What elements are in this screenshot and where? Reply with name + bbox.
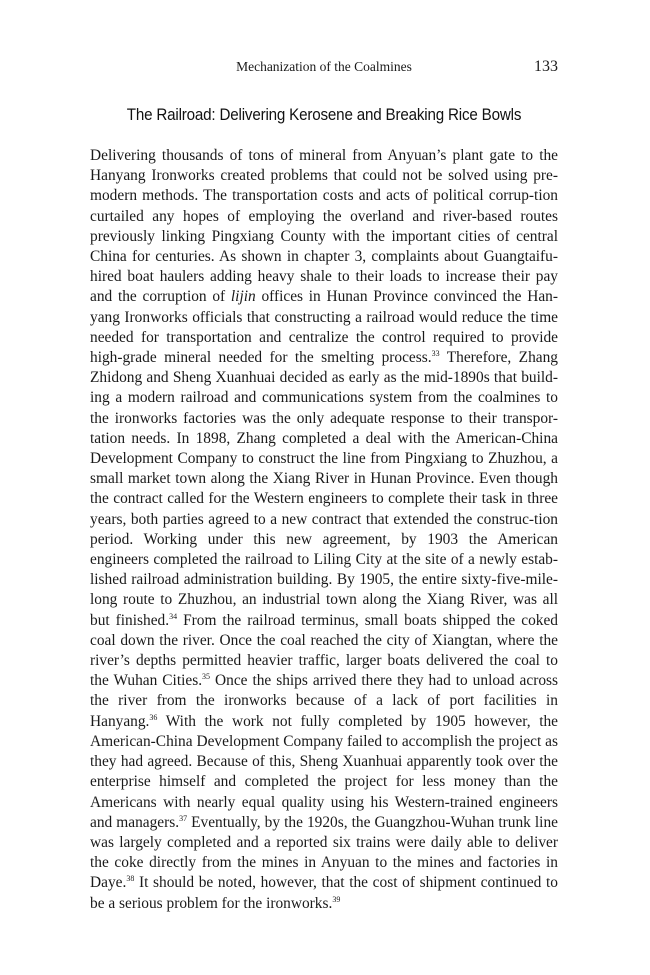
running-head	[90, 58, 558, 80]
footnote-ref-35[interactable]: 35	[202, 672, 211, 682]
paragraph-text: Eventually, by the 1920s, the Guangzhou-Wuhan trunk line was largely completed and a reported six trains were daily able to deliver the coke directly from the mines in Anyuan to the mines and factories in Daye.	[90, 813, 558, 892]
footnote-ref-37[interactable]: 37	[179, 813, 188, 823]
footnote-ref-34[interactable]: 34	[169, 611, 178, 621]
page-number: 133	[534, 58, 558, 75]
italic-term: lijin	[230, 288, 256, 306]
paragraph-text: From the railroad terminus, small boats shipped the coked coal down the river. Once the coal reached the city of Xiangtan, where the river’s depths permitted heavier traffic, larger boats delivered the coal to the Wuhan Cities.	[90, 611, 558, 690]
paragraph-text: Therefore, Zhang Zhidong and Sheng Xuanhuai decided as early as the mid-1890s that build-ing a modern railroad and communications system from the coalmines to the ironworks factories was the only adequate response to their transpor-tation needs. In 1898, Zhang completed a deal with the American-China Development Company to construct the line from Pingxiang to Zhuzhou, a small market town along the Xiang River in Hunan Province. Even though the contract called for the Western engineers to complete their task in three years, both parties agreed to a new contract that extended the construc-tion period. Working under this new agreement, by 1903 the American engineers completed the railroad to Liling City at the site of a newly estab-lished railroad administration building. By 1905, the entire sixty-five-mile-long route to Zhuzhou, an industrial town along the Xiang River, was all but finished.	[90, 349, 558, 629]
footnote-ref-38[interactable]: 38	[126, 874, 135, 884]
footnote-ref-33[interactable]: 33	[431, 349, 440, 359]
footnote-ref-39[interactable]: 39	[332, 894, 341, 904]
paragraph-text: offices in Hunan Province convinced the Han-yang Ironworks officials that constructing a railroad would reduce the time needed for transportation and centralize the control required to provide high-grade mineral needed for the smelting process.	[90, 288, 558, 367]
paragraph-text: With the work not fully completed by 1905 however, the American-China Development Company failed to accomplish the project as they had agreed. Because of this, Sheng Xuanhuai apparently took over the enterprise himself and completed the project for less money than the Americans with nearly equal quality using his Western-trained engineers and managers.	[90, 712, 558, 831]
paragraph-text: Delivering thousands of tons of mineral from Anyuan’s plant gate to the Hanyang Ironworks created problems that could not be solved using pre-modern methods. The transportation costs and acts of political corrup-tion curtailed any hopes of employing the overland and river-based routes previously linking Pingxiang County with the important cities of central China for centuries. As shown in chapter 3, complaints about Guangtaifu-hired boat haulers adding heavy shale to their loads to increase their pay and the corruption of	[90, 147, 558, 306]
running-head-title: Mechanization of the Coalmines	[236, 59, 412, 74]
paragraph-text: Once the ships arrived there they had to unload across the river from the ironworks because of a lack of port facilities in Hanyang.	[90, 672, 558, 730]
footnote-ref-36[interactable]: 36	[149, 712, 158, 722]
section-heading: The Railroad: Delivering Kerosene and Breaking Rice Bowls	[126, 106, 522, 124]
body-paragraph	[90, 146, 558, 914]
paragraph-text: It should be noted, however, that the cost of shipment continued to be a serious problem for the ironworks.	[90, 874, 558, 912]
